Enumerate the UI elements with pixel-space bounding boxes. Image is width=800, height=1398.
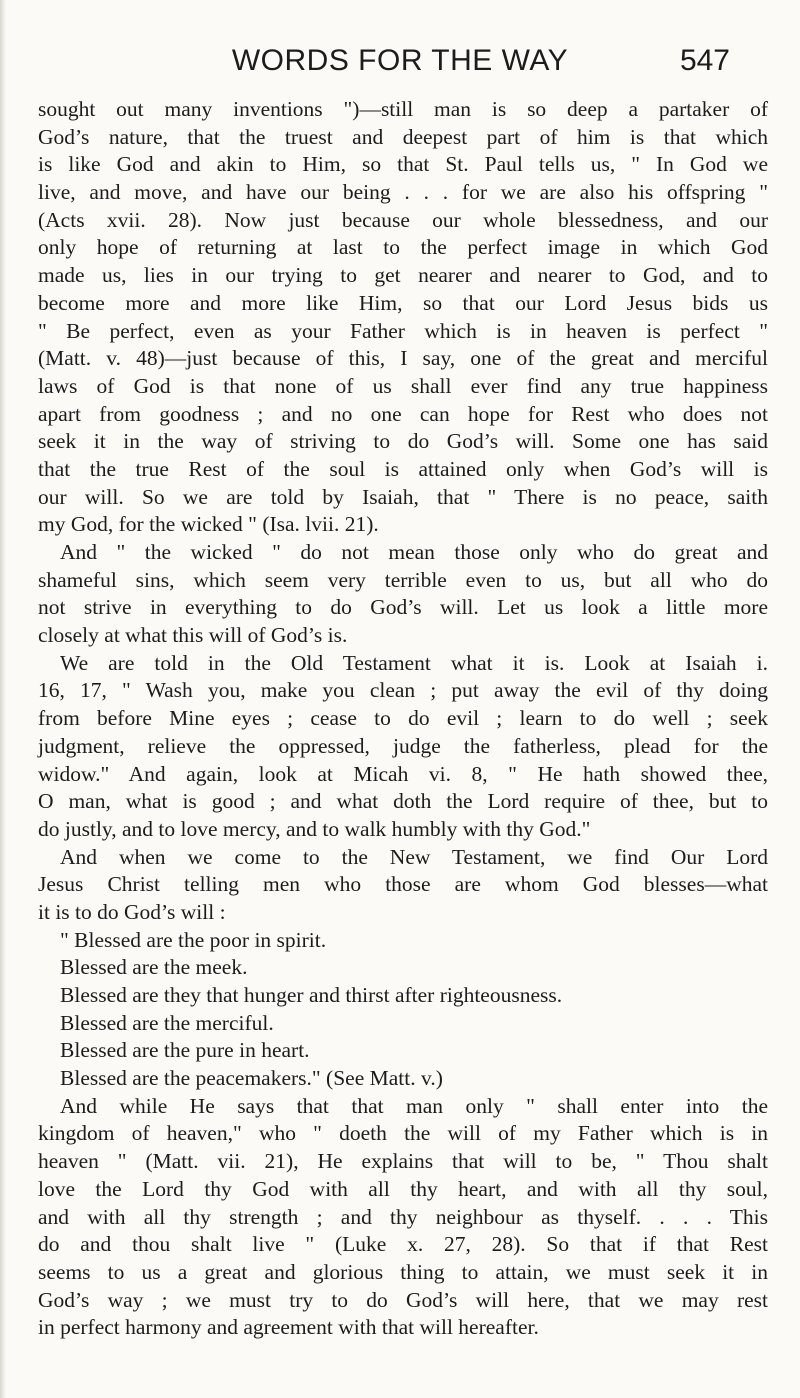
text-line: from before Mine eyes ; cease to do evil ; learn to do well ; seek	[38, 706, 768, 731]
text-line: 16, 17, " Wash you, make you clean ; put away the evil of thy doing	[38, 678, 768, 703]
text-line: God’s way ; we must try to do God’s will here, that we may rest	[38, 1287, 768, 1312]
beatitude-line: Blessed are they that hunger and thirst after righteousness.	[60, 983, 563, 1007]
text-line: (Acts xvii. 28). Now just because our whole blessedness, and our	[38, 207, 768, 232]
text-line: our will. So we are told by Isaiah, that " There is no peace, saith	[38, 484, 768, 509]
text-line: my God, for the wicked " (Isa. lvii. 21).	[38, 512, 379, 537]
beatitude-line: Blessed are the merciful.	[60, 1010, 274, 1035]
text-line: closely at what this will of God’s is.	[38, 623, 348, 648]
text-line: Jesus Christ telling men who those are whom God blesses—what	[38, 872, 768, 897]
text-line: And " the wicked " do not mean those only who do great and	[60, 540, 768, 564]
text-line: And when we come to the New Testament, we find Our Lord	[60, 844, 768, 869]
gutter-shadow	[0, 0, 6, 1398]
text-line: love the Lord thy God with all thy heart, and with all thy soul,	[38, 1176, 768, 1201]
text-line: kingdom of heaven," who " doeth the will of my Father which is in	[38, 1121, 768, 1146]
text-line: become more and more like Him, so that our Lord Jesus bids us	[38, 290, 768, 315]
text-line: God’s nature, that the truest and deepest part of him is that which	[38, 124, 768, 149]
text-line: We are told in the Old Testament what it is. Look at Isaiah i.	[60, 650, 768, 675]
text-line: do and thou shalt live " (Luke x. 27, 28). So that if that Rest	[38, 1232, 768, 1257]
body-text	[38, 96, 768, 1342]
text-line: O man, what is good ; and what doth the Lord require of thee, but to	[38, 789, 768, 814]
page-header	[160, 44, 730, 84]
text-line: only hope of returning at last to the perfect image in which God	[38, 235, 768, 260]
text-line: widow." And again, look at Micah vi. 8, " He hath showed thee,	[38, 761, 768, 786]
text-line: seek it in the way of striving to do God’s will. Some one has said	[38, 429, 768, 454]
text-line: and with all thy strength ; and thy neighbour as thyself. . . . This	[38, 1204, 768, 1229]
text-line: laws of God is that none of us shall ever find any true happiness	[38, 373, 768, 398]
beatitude-line: Blessed are the pure in heart.	[60, 1038, 310, 1063]
text-line: it is to do God’s will :	[38, 899, 226, 924]
text-line: " Be perfect, even as your Father which is in heaven is perfect "	[38, 318, 768, 343]
text-line: judgment, relieve the oppressed, judge the fatherless, plead for the	[38, 733, 768, 758]
text-line: heaven " (Matt. vii. 21), He explains that will to be, " Thou shalt	[38, 1149, 768, 1174]
beatitude-line: Blessed are the peacemakers." (See Matt. v.)	[60, 1066, 443, 1091]
text-line: apart from goodness ; and no one can hope for Rest who does not	[38, 401, 768, 426]
text-line: made us, lies in our trying to get nearer and nearer to God, and to	[38, 263, 768, 288]
text-line: (Matt. v. 48)—just because of this, I say, one of the great and merciful	[38, 346, 768, 371]
text-line: live, and move, and have our being . . . for we are also his offspring "	[38, 180, 768, 205]
text-line: sought out many inventions ")—still man is so deep a partaker of	[38, 97, 768, 121]
text-line: do justly, and to love mercy, and to walk humbly with thy God."	[38, 816, 591, 841]
beatitude-line: " Blessed are the poor in spirit.	[60, 927, 327, 952]
text-line: that the true Rest of the soul is attained only when God’s will is	[38, 456, 768, 481]
page-number: 547	[679, 44, 730, 77]
text-line: seems to us a great and glorious thing to attain, we must seek it in	[38, 1259, 768, 1284]
text-line: And while He says that that man only " shall enter into the	[60, 1093, 768, 1118]
beatitude-line: Blessed are the meek.	[60, 955, 248, 980]
text-line: not strive in everything to do God’s will. Let us look a little more	[38, 595, 768, 620]
text-line: in perfect harmony and agreement with that will hereafter.	[38, 1315, 539, 1340]
running-head: WORDS FOR THE WAY	[231, 44, 569, 77]
text-line: is like God and akin to Him, so that St. Paul tells us, " In God we	[38, 152, 768, 177]
text-line: shameful sins, which seem very terrible even to us, but all who do	[38, 567, 768, 592]
